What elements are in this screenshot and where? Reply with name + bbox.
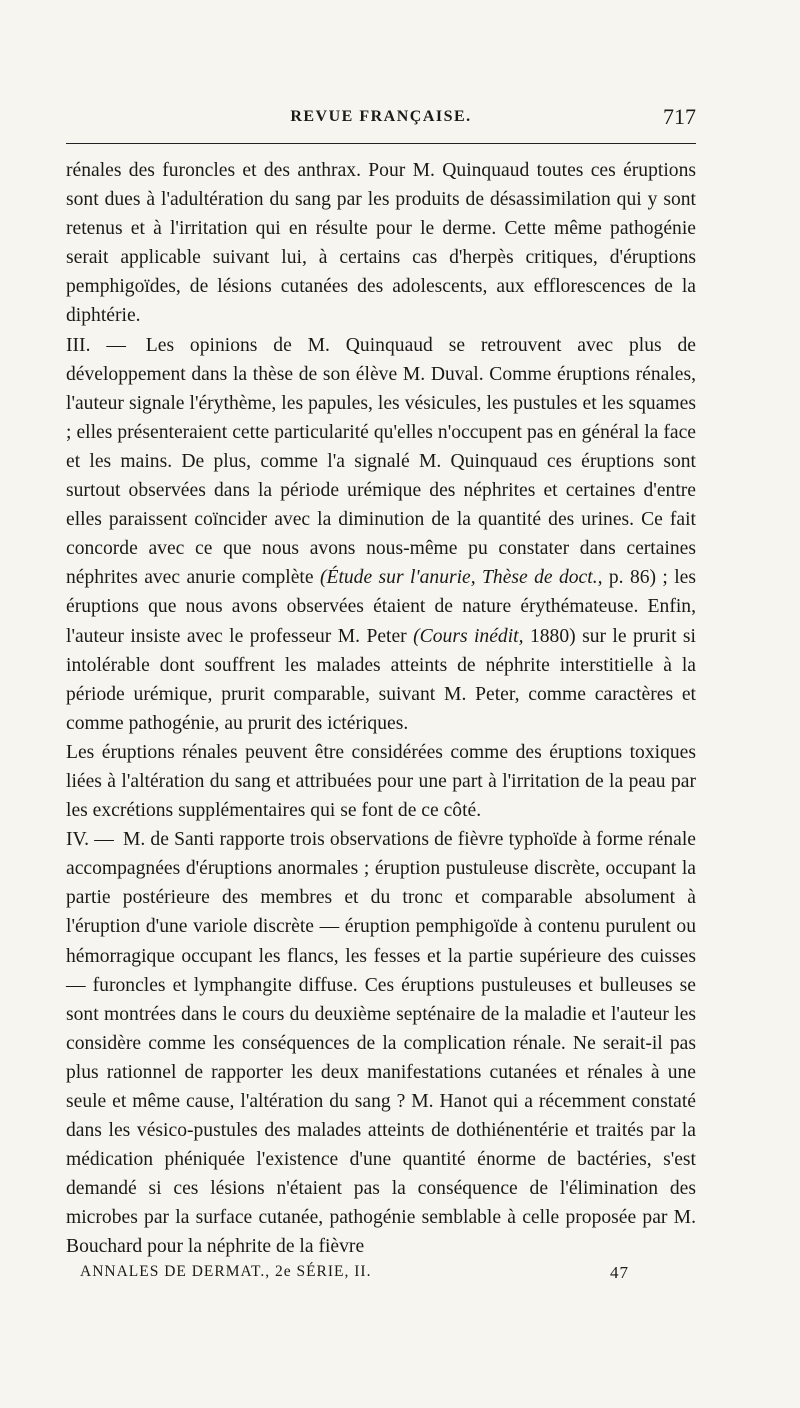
- running-title: REVUE FRANÇAISE.: [290, 108, 472, 125]
- header-rule: [66, 143, 696, 144]
- citation-italic: (Étude sur l'anurie, Thèse de doct.,: [319, 567, 603, 589]
- paragraph-summary: [66, 738, 696, 825]
- page-number: 717: [663, 104, 696, 129]
- paragraph-text: Les opinions de M. Quinquaud se retrouvent avec plus de développement dans la thèse de son élève M. Duval. Comme éruptions rénales, l'auteur signale l'érythème, les papules, les vésicules, les pustules et les squames ; elles présenteraient cette particularité qu'elles n'occupent pas en général la face et les mains. De plus, comme l'a signalé M. Quinquaud ces éruptions sont surtout observées dans la période urémique des néphrites et certaines d'entre elles paraissent coïncider avec la diminution de la quantité des urines. Ce fait concorde avec ce que nous avons nous-même pu constater dans certaines néphrites avec anurie complète: [66, 334, 696, 589]
- paragraph-text: M. de Santi rapporte trois observations de fièvre typhoïde à forme rénale accompagnées d'éruptions anormales ; éruption pustuleuse discrète, occupant la partie postérieure des membres et du tronc et comparable absolument à l'éruption d'une variole discrète — éruption pemphigoïde à contenu purulent ou hémorragique occupant les flancs, les fesses et la partie supérieure des cuisses — furoncles et lymphangite diffuse. Ces éruptions pustuleuses et bulleuses se sont montrées dans le cours du deuxième septénaire de la maladie et l'auteur les considère comme les conséquences de la complication rénale. Ne serait-il pas plus rationnel de rapporter les deux manifestations cutanées et rénales à une seule et même cause, l'altération du sang ? M. Hanot qui a récemment constaté dans les vésico-pustules des malades atteints de dothiénentérie et traités par la médication phéniquée l'existence d'une quantité énorme de bactéries, s'est demandé si ces lésions n'étaient pas la conséquence de l'élimination des microbes par la surface cutanée, pathogénie semblable à celle proposée par M. Bouchard pour la néphrite de la fièvre: [66, 829, 696, 1258]
- paragraph-continuation: [66, 156, 696, 331]
- paragraph-text: rénales des furoncles et des anthrax. Pour M. Quinquaud toutes ces éruptions sont dues à l'adultération du sang par les produits de désassimilation qui y sont retenus et à l'irritation qui en résulte pour le derme. Cette même pathogénie serait applicable suivant lui, à certains cas d'herpès critiques, d'éruptions pemphigoïdes, de lésions cutanées des adolescents, aux efflorescences de la diphtérie.: [66, 160, 696, 327]
- journal-page: [66, 0, 696, 1408]
- paragraph-section-iii: [66, 331, 696, 738]
- paragraph-text: p. 86) ; les éruptions que nous avons observées étaient de nature érythémateuse. Enfin, l'auteur insiste avec le professeur M. Peter: [66, 567, 696, 647]
- paragraph-section-iv: [66, 825, 696, 1261]
- section-number: III. —: [66, 334, 126, 356]
- citation-italic: (Cours inédit,: [413, 625, 524, 647]
- footer-signature: ANNALES DE DERMAT., 2e SÉRIE, II.: [80, 1263, 372, 1280]
- footer-sheet-number: 47: [610, 1263, 629, 1282]
- paragraph-text: Les éruptions rénales peuvent être considérées comme des éruptions toxiques liées à l'altération du sang et attribuées pour une part à l'irritation de la peau par les excrétions supplémentaires qui se font de ce côté.: [66, 741, 696, 822]
- section-number: IV. —: [66, 829, 114, 851]
- running-head: [66, 104, 696, 138]
- body-text: [66, 156, 696, 1262]
- paragraph-text: 1880) sur le prurit si intolérable dont souffrent les malades atteints de néphrite interstitielle à la période urémique, prurit comparable, suivant M. Peter, comme caractères et comme pathogénie, au prurit des ictériques.: [66, 625, 696, 734]
